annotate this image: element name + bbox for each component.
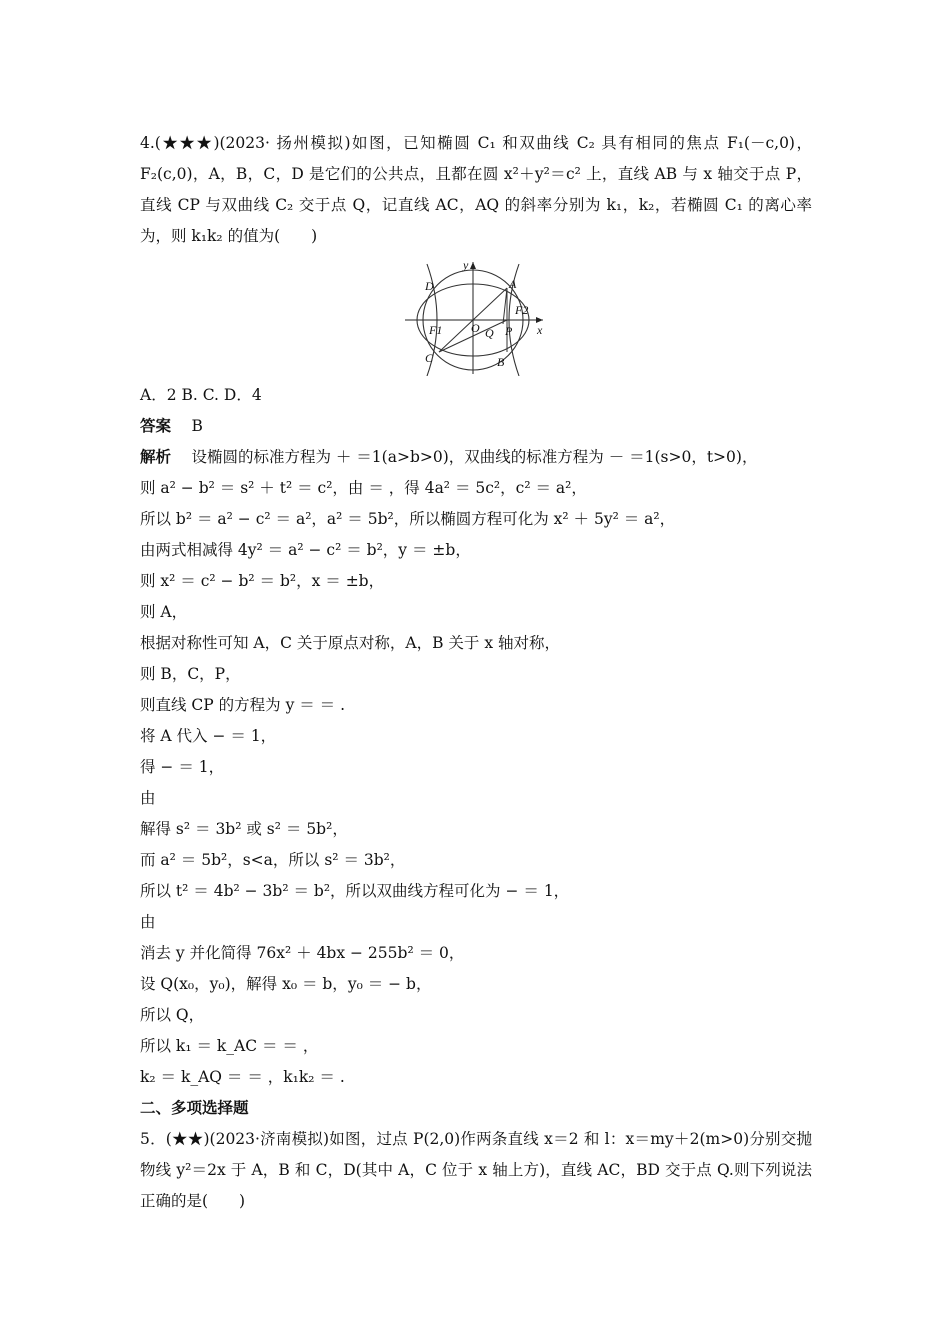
answer-label: 答案 <box>140 417 172 435</box>
solution-line: 则 A， <box>140 603 188 621</box>
question-5-stem: 5．(★★)(2023·济南模拟)如图，过点 P(2,0)作两条直线 x＝2 和 l：x＝my＋2(m>0)分别交抛物线 y²＝2x 于 A，B 和 C，D(其中 A，C 位于 x 轴上方)，直线 AC，BD 交于点 Q.则下列说法正确的是( ) <box>140 1130 812 1210</box>
label-F2: F2 <box>515 303 529 317</box>
solution-line: 则直线 CP 的方程为 y ＝ ＝ . <box>140 696 346 714</box>
analysis-line <box>140 442 812 473</box>
document-page <box>140 128 812 1217</box>
label-C: C <box>425 351 434 365</box>
solution-line: 根据对称性可知 A，C 关于原点对称，A，B 关于 x 轴对称， <box>140 634 561 652</box>
label-P: P <box>505 324 513 338</box>
solution-line: 由两式相减得 4y² ＝ a² − c² ＝ b²，y ＝ ±b， <box>140 541 471 559</box>
solution-line: 所以 t² ＝ 4b² − 3b² ＝ b²，所以双曲线方程可化为 − ＝ 1， <box>140 882 570 900</box>
solution-line: 将 A 代入 − ＝ 1， <box>140 727 277 745</box>
label-O: O <box>471 321 480 335</box>
answer-options: A．2 B. C. D．4 <box>140 386 262 404</box>
solution-line: 设 Q(x₀，y₀)，解得 x₀ ＝ b，y₀ ＝ − b， <box>140 975 432 993</box>
solution-line: 所以 k₁ ＝ k_AC ＝ ＝ ， <box>140 1037 319 1055</box>
question-4-stem: 4.(★★★)(2023· 扬州模拟)如图，已知椭圆 C₁ 和双曲线 C₂ 具有相同的焦点 F₁(－c,0)，F₂(c,0)，A，B，C，D 是它们的公共点，且都在圆 x²＋y²＝c² 上，直线 AB 与 x 轴交于点 P，直线 CP 与双曲线 C₂ 交于点 Q，记直线 AC，AQ 的斜率分别为 k₁，k₂，若椭圆 C₁ 的离心率为，则 k₁k₂ 的值为( ) <box>140 134 812 245</box>
solution-line: 则 x² ＝ c² − b² ＝ b²，x ＝ ±b， <box>140 572 385 590</box>
label-B: B <box>497 355 505 369</box>
ellipse-hyperbola-figure <box>401 258 551 376</box>
solution-line: 消去 y 并化简得 76x² ＋ 4bx − 255b² ＝ 0， <box>140 944 465 962</box>
answer-value: B <box>191 417 203 435</box>
solution-line: 由 <box>140 913 156 931</box>
label-D: D <box>425 279 434 293</box>
solution-line: 解得 s² ＝ 3b² 或 s² ＝ 5b²， <box>140 820 348 838</box>
solution-line: 得 − ＝ 1， <box>140 758 225 776</box>
solution-line: 则 a² − b² ＝ s² ＋ t² ＝ c²，由 ＝ ，得 4a² ＝ 5c²，c² ＝ a²， <box>140 479 587 497</box>
solution-line: k₂ ＝ k_AQ ＝ ＝ ，k₁k₂ ＝ . <box>140 1068 345 1086</box>
label-A: A <box>509 277 517 291</box>
label-y: y <box>463 258 469 272</box>
label-x: x <box>537 323 543 337</box>
section-heading: 二、多项选择题 <box>140 1099 249 1117</box>
answer-line <box>140 411 812 442</box>
label-F1: F1 <box>429 323 443 337</box>
analysis-first: 设椭圆的标准方程为 ＋ ＝1(a>b>0)，双曲线的标准方程为 － ＝1(s>0，t>0)， <box>191 448 758 466</box>
solution-line: 则 B，C，P， <box>140 665 241 683</box>
solution-line: 所以 Q， <box>140 1006 205 1024</box>
solution-line: 由 <box>140 789 156 807</box>
solution-line: 所以 b² ＝ a² − c² ＝ a²，a² ＝ 5b²，所以椭圆方程可化为 x² ＋ 5y² ＝ a²， <box>140 510 676 528</box>
solution-line: 而 a² ＝ 5b²，s<a，所以 s² ＝ 3b²， <box>140 851 406 869</box>
label-Q: Q <box>485 326 494 340</box>
analysis-label: 解析 <box>140 448 172 466</box>
